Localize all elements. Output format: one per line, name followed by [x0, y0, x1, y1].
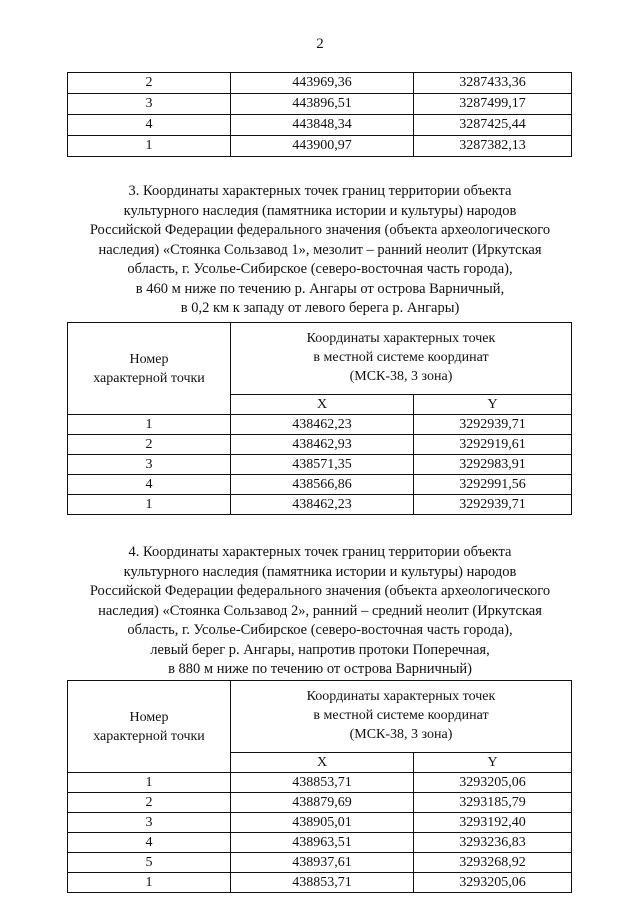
table-row — [68, 873, 572, 893]
point-number-cell: 2 — [68, 793, 231, 813]
y-coordinate-cell: 3287382,13 — [414, 136, 572, 157]
y-coordinate-cell: 3292983,91 — [414, 455, 572, 475]
point-number-cell: 1 — [68, 873, 231, 893]
y-coordinate-cell: 3292919,61 — [414, 435, 572, 455]
point-number-cell: 1 — [68, 773, 231, 793]
point-number-cell: 5 — [68, 853, 231, 873]
heading-line: область, г. Усолье-Сибирское (северо-восточная часть города), — [127, 622, 513, 638]
x-coordinate-cell: 443969,36 — [231, 73, 414, 94]
x-coordinate-cell: 438566,86 — [231, 475, 414, 495]
header-line: характерной точки — [93, 370, 205, 386]
header-line: Номер — [129, 351, 169, 367]
table-row — [68, 773, 572, 793]
heading-line: область, г. Усолье-Сибирское (северо-восточная часть города), — [127, 261, 513, 277]
y-coordinate-cell: 3292939,71 — [414, 415, 572, 435]
table-body — [68, 773, 572, 893]
x-coordinate-cell: 438571,35 — [231, 455, 414, 475]
table-row — [68, 833, 572, 853]
table-row — [68, 853, 572, 873]
table-row — [68, 813, 572, 833]
heading-line: 4. Координаты характерных точек границ территории объекта — [128, 544, 512, 560]
table-header — [68, 323, 572, 415]
y-coordinate-cell: 3293185,79 — [414, 793, 572, 813]
table-row — [68, 415, 572, 435]
table-row — [68, 455, 572, 475]
point-number-cell: 2 — [68, 73, 231, 94]
heading-line: в 460 м ниже по течению р. Ангары от острова Варничный, — [135, 280, 505, 297]
x-coordinate-cell: 438462,23 — [231, 495, 414, 515]
table-row — [68, 115, 572, 136]
section-4-coordinates-table — [67, 680, 572, 893]
heading-line: Российской Федерации федерального значения (объекта археологического — [89, 222, 551, 238]
x-coordinate-cell: 438937,61 — [231, 853, 414, 873]
x-coordinate-cell: 438905,01 — [231, 813, 414, 833]
x-coordinate-cell: 443896,51 — [231, 94, 414, 115]
section-3-heading — [60, 182, 580, 319]
heading-line: 3. Координаты характерных точек границ территории объекта — [128, 183, 512, 199]
y-coordinate-cell: 3287433,36 — [414, 73, 572, 94]
y-coordinate-cell: 3287425,44 — [414, 115, 572, 136]
coordinates-header — [231, 323, 572, 395]
y-coordinate-cell: 3293268,92 — [414, 853, 572, 873]
table-row — [68, 475, 572, 495]
y-coordinate-cell: 3293205,06 — [414, 773, 572, 793]
table-row — [68, 435, 572, 455]
y-coordinate-cell: 3293236,83 — [414, 833, 572, 853]
header-row — [68, 323, 572, 395]
section-3-coordinates-table — [67, 322, 572, 515]
x-coordinate-cell: 443900,97 — [231, 136, 414, 157]
y-coordinate-cell: 3292939,71 — [414, 495, 572, 515]
table-header — [68, 681, 572, 773]
header-row — [68, 681, 572, 753]
section-4-heading — [60, 543, 580, 680]
y-coordinate-cell: 3292991,56 — [414, 475, 572, 495]
x-column-header: X — [231, 753, 414, 773]
y-column-header: Y — [414, 395, 572, 415]
y-column-header: Y — [414, 753, 572, 773]
header-line: (МСК-38, 3 зона) — [349, 369, 453, 384]
point-number-cell: 1 — [68, 415, 231, 435]
point-number-cell: 4 — [68, 475, 231, 495]
point-number-cell: 3 — [68, 813, 231, 833]
header-line: в местной системе координат — [313, 708, 489, 723]
table-body — [68, 415, 572, 515]
x-coordinate-cell: 438853,71 — [231, 773, 414, 793]
header-line: Номер — [129, 709, 169, 725]
heading-line: культурного наследия (памятника истории и культуры) народов — [123, 563, 517, 580]
table-body — [68, 73, 572, 157]
heading-line: в 880 м ниже по течению от острова Варничный) — [168, 661, 472, 677]
table-row — [68, 793, 572, 813]
x-coordinate-cell: 438462,93 — [231, 435, 414, 455]
point-number-cell: 4 — [68, 115, 231, 136]
heading-line: в 0,2 км к западу от левого берега р. Ангары) — [180, 300, 460, 316]
coordinates-header — [231, 681, 572, 753]
x-coordinate-cell: 438853,71 — [231, 873, 414, 893]
header-line: Координаты характерных точек — [306, 331, 496, 346]
header-line: Координаты характерных точек — [306, 689, 496, 704]
table-row — [68, 94, 572, 115]
point-number-cell: 1 — [68, 136, 231, 157]
heading-line: Российской Федерации федерального значения (объекта археологического — [89, 583, 551, 599]
header-line: в местной системе координат — [313, 350, 489, 365]
x-column-header: X — [231, 395, 414, 415]
heading-line: левый берег р. Ангары, напротив протоки Поперечная, — [150, 641, 490, 658]
x-coordinate-cell: 438963,51 — [231, 833, 414, 853]
table-row — [68, 495, 572, 515]
table-row — [68, 73, 572, 94]
x-coordinate-cell: 438879,69 — [231, 793, 414, 813]
header-line: (МСК-38, 3 зона) — [349, 727, 453, 742]
heading-line: наследия) «Стоянка Сользавод 2», ранний – средний неолит (Иркутская — [98, 602, 542, 619]
point-number-cell: 1 — [68, 495, 231, 515]
point-number-header — [68, 323, 231, 415]
y-coordinate-cell: 3293192,40 — [414, 813, 572, 833]
x-coordinate-cell: 443848,34 — [231, 115, 414, 136]
y-coordinate-cell: 3287499,17 — [414, 94, 572, 115]
y-coordinate-cell: 3293205,06 — [414, 873, 572, 893]
table-row — [68, 136, 572, 157]
point-number-cell: 2 — [68, 435, 231, 455]
x-coordinate-cell: 438462,23 — [231, 415, 414, 435]
point-number-header — [68, 681, 231, 773]
point-number-cell: 4 — [68, 833, 231, 853]
heading-line: культурного наследия (памятника истории и культуры) народов — [123, 202, 517, 219]
header-line: характерной точки — [93, 728, 205, 744]
point-number-cell: 3 — [68, 94, 231, 115]
page-number: 2 — [316, 36, 324, 52]
coordinates-table-continued — [67, 72, 572, 157]
heading-line: наследия) «Стоянка Сользавод 1», мезолит – ранний неолит (Иркутская — [98, 241, 542, 258]
point-number-cell: 3 — [68, 455, 231, 475]
